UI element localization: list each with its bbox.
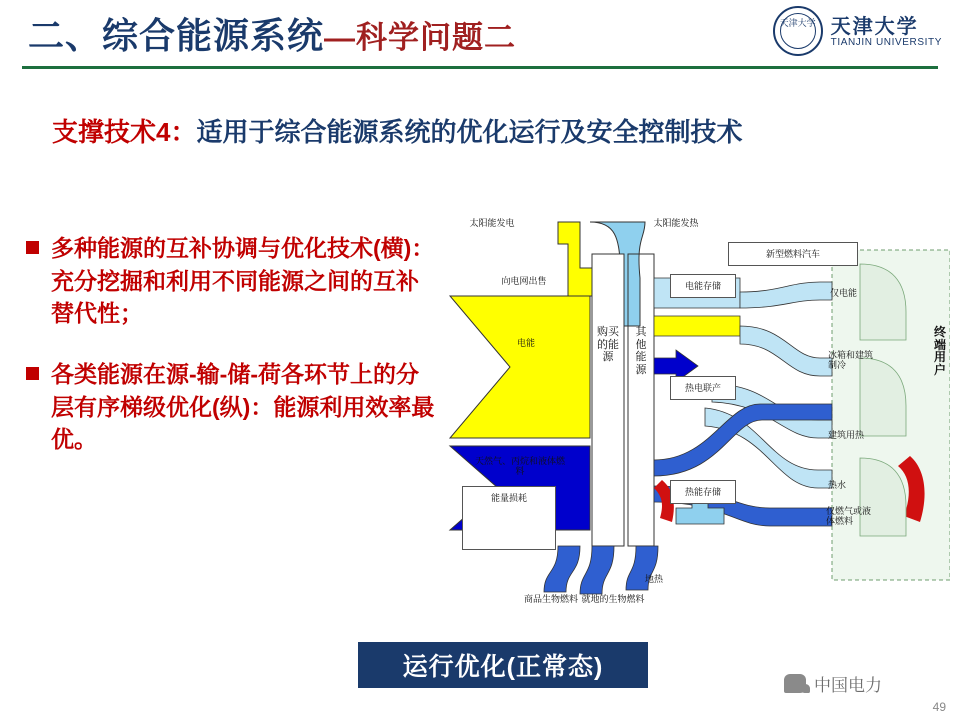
subtitle-body: 适用于综合能源系统的优化运行及安全控制技术 — [196, 117, 743, 147]
list-item — [26, 358, 436, 456]
diagram-label-gas-only: 仅燃气或液体燃料 — [826, 506, 872, 527]
bullet-square-icon — [26, 367, 39, 380]
bullet-text: 各类能源在源-输-储-荷各环节上的分层有序梯级优化(纵)：能源利用效率最优。 — [51, 360, 435, 453]
diagram-label-electric-only: 仅电能 — [830, 288, 858, 298]
diagram-label-refrigeration: 冰箱和建筑制冷 — [828, 350, 874, 371]
footer-banner: 运行优化(正常态) — [358, 642, 648, 688]
diagram-label-hot-water: 热水 — [828, 480, 847, 490]
diagram-box-heat-storage: 热能存储 — [670, 480, 736, 504]
diagram-label-terminal-user: 终端用户 — [933, 325, 946, 377]
diagram-label-local-biomass: 就地的生物燃料 — [581, 594, 645, 604]
seal-text: 天津大学 — [779, 19, 816, 29]
diagram-label-geothermal: 地热 — [644, 574, 663, 584]
diagram-label-other-energy: 其他能源 — [635, 326, 647, 376]
diagram-box-energy-loss: 能量损耗 — [462, 486, 556, 550]
diagram-label-building-heat: 建筑用热 — [828, 430, 865, 440]
slide-header — [0, 0, 960, 72]
university-seal-icon — [773, 6, 823, 56]
diagram-label-purchased-energy: 购买的能源 — [597, 326, 619, 364]
bullet-text: 多种能源的互补协调与优化技术(横)：充分挖掘和利用不同能源之间的互补替代性； — [51, 235, 435, 327]
logo-name-cn: 天津大学 — [830, 13, 919, 38]
chat-bubble-icon — [784, 674, 806, 693]
page-title — [28, 8, 516, 59]
watermark — [784, 671, 882, 696]
university-logo — [773, 6, 942, 56]
bullet-square-icon — [26, 241, 39, 254]
diagram-label-sell-to-grid: 向电网出售 — [501, 276, 547, 286]
diagram-graphics — [440, 208, 950, 620]
section-subtitle — [52, 112, 742, 149]
diagram-label-commercial-biomass: 商品生物燃料 — [523, 594, 578, 604]
energy-flow-diagram — [440, 208, 950, 620]
page-title-sub: —科学问题二 — [324, 20, 517, 55]
list-item — [26, 232, 436, 330]
page-title-main: 二、综合能源系统 — [28, 15, 325, 56]
watermark-label: 中国电力 — [814, 676, 882, 695]
page-number: 49 — [932, 700, 946, 714]
diagram-label-gas-liquid-fuel: 天然气、丙烷和液体燃料 — [474, 456, 565, 477]
subtitle-prefix: 支撑技术4： — [52, 117, 197, 147]
diagram-label-solar-pv: 太阳能发电 — [469, 218, 515, 228]
diagram-label-electricity: 电能 — [516, 338, 535, 348]
diagram-box-power-storage: 电能存储 — [670, 274, 736, 298]
header-divider — [22, 66, 938, 69]
diagram-box-chp: 热电联产 — [670, 376, 736, 400]
diagram-box-new-fuel-vehicle: 新型燃料汽车 — [728, 242, 858, 266]
logo-name-en: TIANJIN UNIVERSITY — [830, 36, 942, 48]
logo-text — [831, 15, 942, 48]
diagram-label-solar-thermal: 太阳能发热 — [653, 218, 699, 228]
bullet-list — [26, 232, 436, 484]
